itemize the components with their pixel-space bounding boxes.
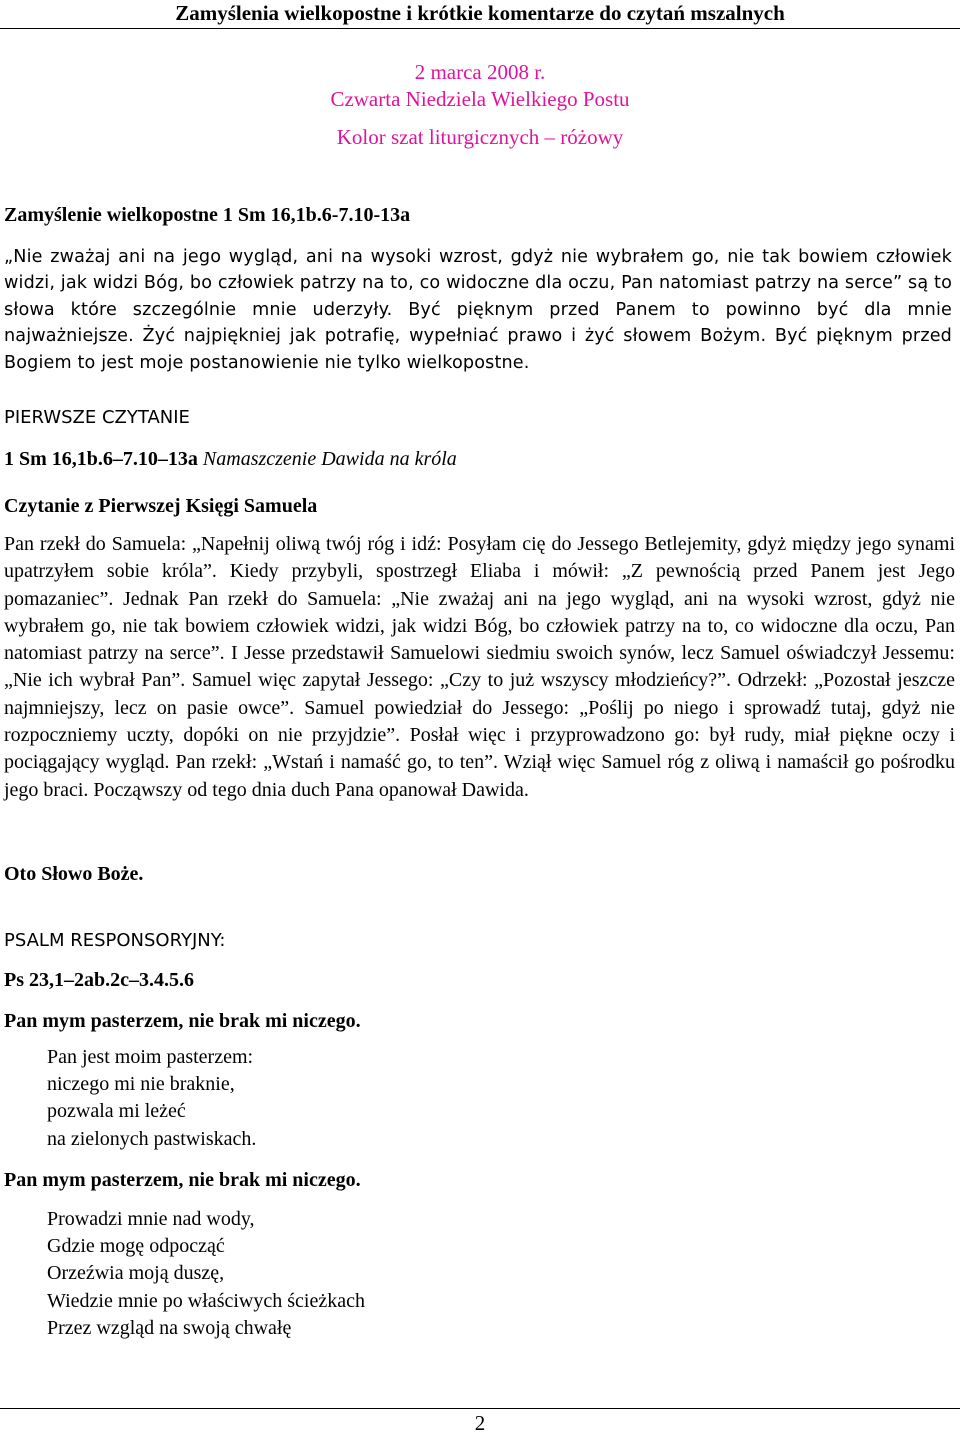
header-title: Zamyślenia wielkopostne i krótkie komentarze do czytań mszalnych [175,1,785,25]
sunday-title: Czwarta Niedziela Wielkiego Postu [330,87,630,111]
stanza-line: Wiedzie mnie po właściwych ścieżkach [47,1289,365,1312]
psalm-stanza-2 [47,1206,365,1342]
stanza-line: pozwala mi leżeć [47,1100,186,1123]
first-reading-book: Czytanie z Pierwszej Księgi Samuela [4,495,318,517]
stanza-line: na zielonych pastwiskach. [47,1127,257,1150]
first-reading-subtitle: Namaszczenie Dawida na króla [202,448,457,470]
stanza-line: Orzeźwia moją duszę, [47,1262,225,1285]
first-reading-label: PIERWSZE CZYTANIE [4,407,190,428]
first-reading-heading [4,446,954,472]
header-rule [0,28,960,29]
psalm-refrain-2: Pan mym pasterzem, nie brak mi niczego. [4,1169,361,1191]
date: 2 marca 2008 r. [414,60,546,84]
first-reading-reference: 1 Sm 16,1b.6–7.10–13a [4,448,198,470]
psalm-reference: Ps 23,1–2ab.2c–3.4.5.6 [4,969,194,991]
reflection-title: Zamyślenie wielkopostne 1 Sm 16,1b.6-7.10-13a [4,204,411,226]
psalm-stanza-1 [47,1044,256,1153]
stanza-line: Pan jest moim pasterzem: [47,1046,254,1068]
reflection-text: „Nie zważaj ani na jego wygląd, ani na wysoki wzrost, gdyż nie wybrałem go, nie tak bowiem człowiek widzi, jak widzi Bóg, bo człowiek patrzy na to, co widoczne dla oczu, Pan natomiast patrzy na serce” są to słowa które szczególnie mnie uderzyły. Być pięknym przed Panem to powinno być dla mnie najważniejsze. Żyć najpiękniej jak potrafię, wypełniać prawo i żyć słowem Bożym. Być pięknym przed Bogiem to jest moje postanowienie nie tylko wielkopostne. [4,247,952,373]
page-number: 2 [474,1411,486,1435]
psalm-refrain-1: Pan mym pasterzem, nie brak mi niczego. [4,1010,361,1032]
stanza-line: Gdzie mogę odpocząć [47,1235,225,1258]
stanza-line: Przez wzgląd na swoją chwałę [47,1316,292,1339]
stanza-line: Prowadzi mnie nad wody, [47,1208,255,1230]
first-reading-text: Pan rzekł do Samuela: „Napełnij oliwą twój róg i idź: Posyłam cię do Jessego Betlejemity, gdyż między jego synami upatrzyłem sobie króla”. Kiedy przybyli, spostrzegł Eliaba i mówił: „Z pewnością przed Panem jest Jego pomazaniec”. Jednak Pan rzekł do Samuela: „Nie zważaj ani na jego wygląd, ani na wysoki wzrost, gdyż nie wybrałem go, nie tak bowiem człowiek widzi, jak widzi Bóg, bo człowiek patrzy na to, co widoczne dla oczu, Pan natomiast patrzy na serce”. I Jesse przedstawił Samuelowi siedmiu swoich synów, lecz Samuel oświadczył Jessemu: „Nie ich wybrał Pan”. Samuel więc zapytał Jessego: „Czy to już wszyscy młodzieńcy?”. Odrzekł: „Pozostał jeszcze najmniejszy, lecz on pasie owce”. Samuel powiedział do Jessego: „Poślij po niego i sprowadź tutaj, gdyż nie rozpoczniemy uczty, dopóki on nie przyjdzie”. Posłał więc i przyprowadzono go: był rudy, miał piękne oczy i pociągający wygląd. Pan rzekł: „Wstań i namaść go, to ten”. Wziął więc Samuel róg z oliwą i namaścił go pośrodku jego braci. Począwszy od tego dnia duch Pana opanował Dawida. [4,533,955,801]
liturgical-color: Kolor szat liturgicznych – różowy [336,125,624,149]
first-reading-closing: Oto Słowo Boże. [4,863,144,885]
footer-rule [0,1408,960,1409]
stanza-line: niczego mi nie braknie, [47,1073,235,1096]
psalm-label: PSALM RESPONSORYJNY: [4,930,226,951]
